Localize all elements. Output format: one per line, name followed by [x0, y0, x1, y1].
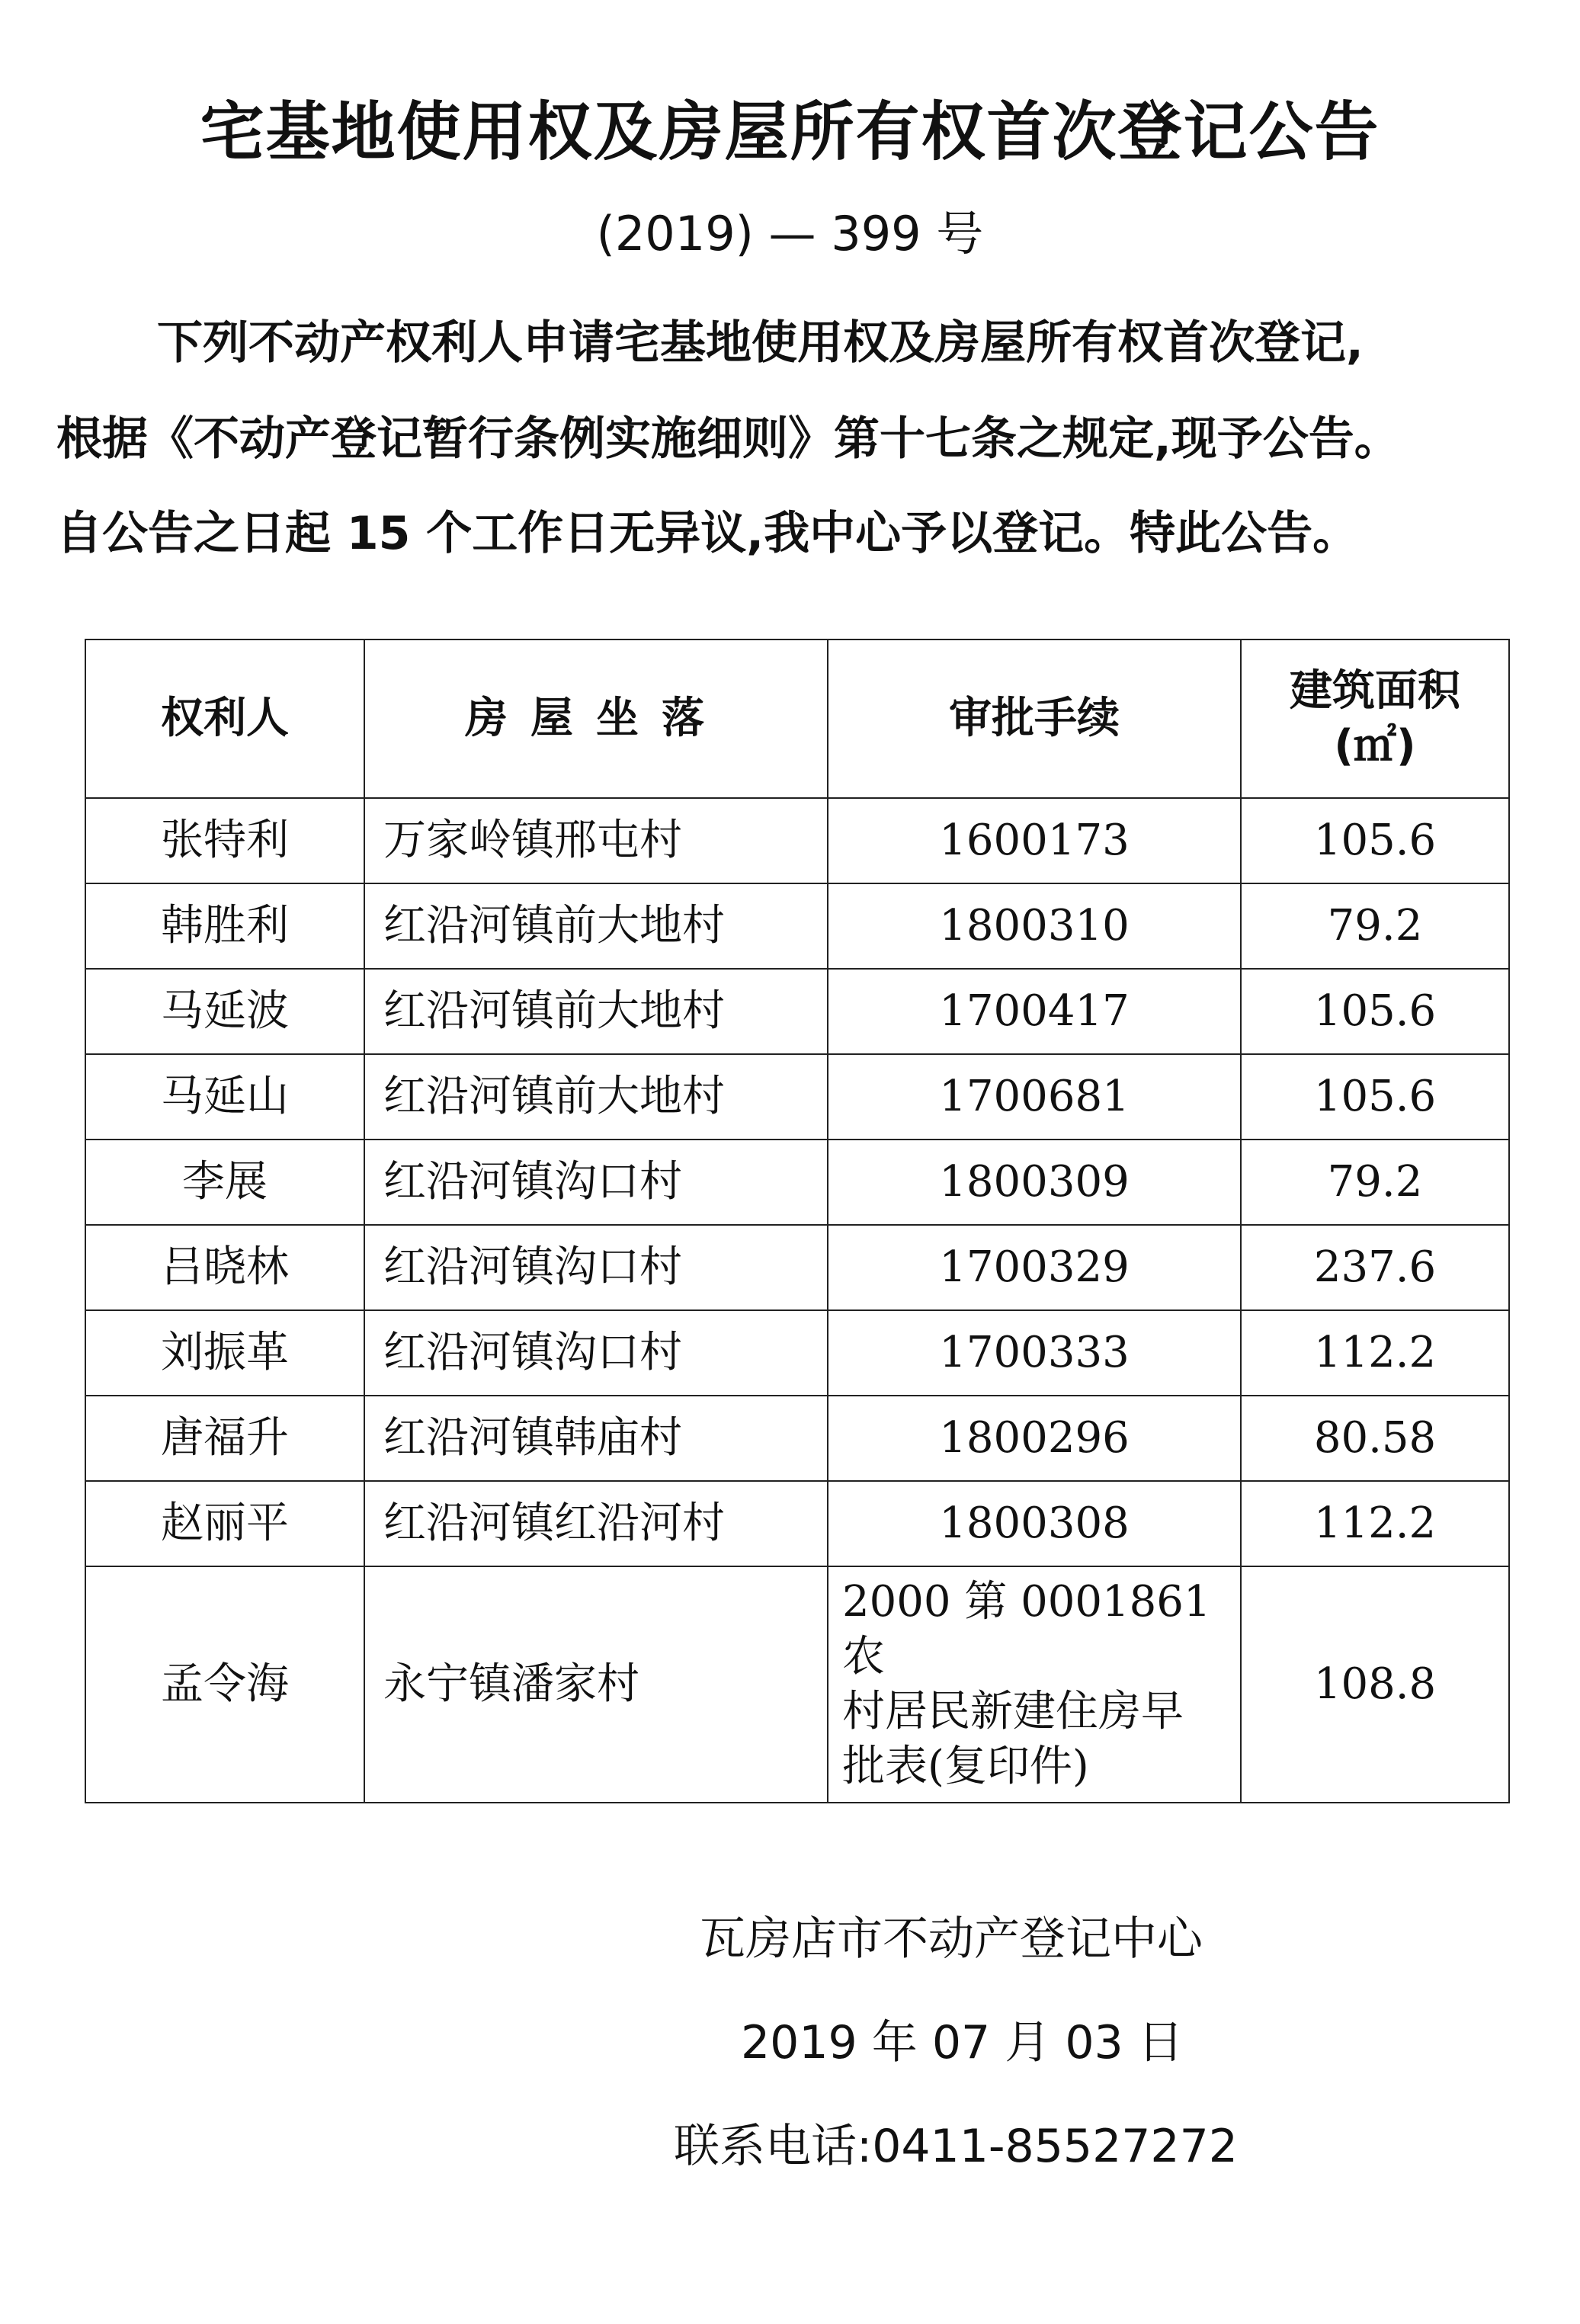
cell-approval-line3: 批表(复印件)	[842, 1742, 1089, 1791]
cell-name: 韩胜利	[85, 883, 364, 969]
table-row	[85, 883, 1509, 969]
notice-title: 宅基地使用权及房屋所有权首次登记公告	[200, 95, 1380, 169]
cell-area: 79.2	[1241, 883, 1509, 969]
cell-approval-line2: 村居民新建住房早	[842, 1687, 1184, 1736]
table-row	[85, 1140, 1509, 1225]
cell-approval: 1800308	[828, 1481, 1241, 1566]
header-area-line2: (㎡)	[1334, 721, 1416, 771]
cell-approval: 1600173	[828, 798, 1241, 883]
header-location	[364, 640, 828, 798]
cell-name: 李展	[85, 1140, 364, 1225]
table-row	[85, 798, 1509, 883]
registration-table	[85, 639, 1510, 1803]
header-name: 权利人	[85, 640, 364, 798]
notice-paragraph-1: 下列不动产权利人申请宅基地使用权及房屋所有权首次登记,	[157, 316, 1364, 370]
cell-location: 永宁镇潘家村	[364, 1566, 828, 1803]
table-row	[85, 1481, 1509, 1566]
cell-approval-line1: 2000 第 0001861 农	[842, 1577, 1211, 1681]
cell-name: 马延山	[85, 1054, 364, 1140]
cell-location: 红沿河镇沟口村	[364, 1225, 828, 1310]
cell-name: 赵丽平	[85, 1481, 364, 1566]
cell-approval: 1800296	[828, 1396, 1241, 1481]
table-row	[85, 1225, 1509, 1310]
cell-area: 112.2	[1241, 1310, 1509, 1396]
issue-date: 2019 年 07 月 03 日	[741, 2016, 1184, 2069]
header-approval: 审批手续	[828, 640, 1241, 798]
table-row	[85, 1310, 1509, 1396]
cell-area: 237.6	[1241, 1225, 1509, 1310]
cell-location: 红沿河镇红沿河村	[364, 1481, 828, 1566]
cell-location: 红沿河镇前大地村	[364, 1054, 828, 1140]
cell-area: 108.8	[1241, 1566, 1509, 1803]
cell-location: 红沿河镇沟口村	[364, 1140, 828, 1225]
header-location-label: 房屋坐落	[465, 694, 727, 743]
cell-name: 吕晓林	[85, 1225, 364, 1310]
cell-location: 红沿河镇前大地村	[364, 969, 828, 1054]
cell-approval	[828, 1566, 1241, 1803]
cell-name: 唐福升	[85, 1396, 364, 1481]
cell-location: 红沿河镇前大地村	[364, 883, 828, 969]
table-row	[85, 1054, 1509, 1140]
header-area-line1: 建筑面积	[1290, 666, 1460, 716]
issuer-name: 瓦房店市不动产登记中心	[700, 1912, 1203, 1966]
cell-name: 张特利	[85, 798, 364, 883]
cell-area: 112.2	[1241, 1481, 1509, 1566]
cell-approval: 1700417	[828, 969, 1241, 1054]
contact-phone: 联系电话:0411-85527272	[674, 2120, 1238, 2173]
cell-area: 105.6	[1241, 798, 1509, 883]
cell-name: 孟令海	[85, 1566, 364, 1803]
document-number: (2019) — 399 号	[596, 206, 984, 261]
cell-location: 红沿河镇沟口村	[364, 1310, 828, 1396]
cell-approval: 1700333	[828, 1310, 1241, 1396]
cell-area: 105.6	[1241, 1054, 1509, 1140]
table-row-last	[85, 1566, 1509, 1803]
notice-paragraph-3: 自公告之日起 15 个工作日无异议,我中心予以登记。特此公告。	[56, 507, 1359, 560]
cell-area: 80.58	[1241, 1396, 1509, 1481]
notice-paragraph-2: 根据《不动产登记暂行条例实施细则》第十七条之规定,现予公告。	[56, 412, 1400, 466]
table-row	[85, 1396, 1509, 1481]
table-body	[85, 798, 1509, 1803]
header-area	[1241, 640, 1509, 798]
cell-location: 万家岭镇邢屯村	[364, 798, 828, 883]
cell-approval: 1700681	[828, 1054, 1241, 1140]
cell-location: 红沿河镇韩庙村	[364, 1396, 828, 1481]
cell-approval: 1800309	[828, 1140, 1241, 1225]
cell-approval: 1800310	[828, 883, 1241, 969]
cell-name: 刘振革	[85, 1310, 364, 1396]
cell-approval: 1700329	[828, 1225, 1241, 1310]
cell-area: 105.6	[1241, 969, 1509, 1054]
cell-area: 79.2	[1241, 1140, 1509, 1225]
table-header-row	[85, 640, 1509, 798]
cell-name: 马延波	[85, 969, 364, 1054]
table-row	[85, 969, 1509, 1054]
